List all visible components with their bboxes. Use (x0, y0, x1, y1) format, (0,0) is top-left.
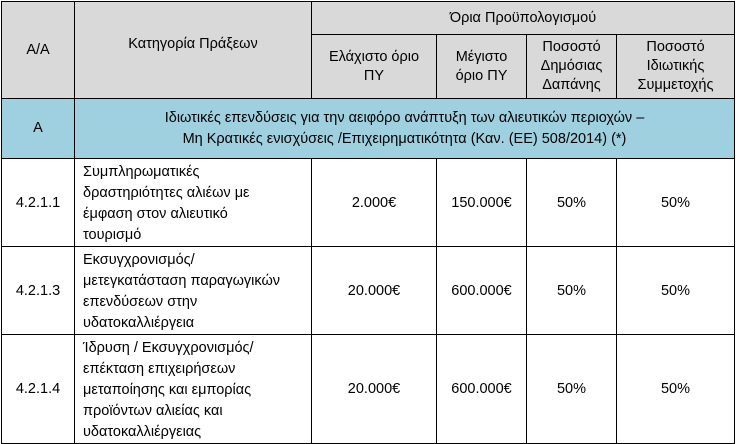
row-public-pct: 50% (527, 247, 617, 335)
row-description-line: επέκταση επιχειρήσεων (83, 361, 236, 377)
section-title-line: Μη Κρατικές ενισχύσεις /Επιχειρηματικότητα (Καν. (ΕΕ) 508/2014) (*) (182, 130, 627, 147)
header-max-line: όριο ΠΥ (455, 67, 508, 84)
row-description-line: υδατοκαλλιέργειας (83, 424, 202, 440)
header-row-1 (2, 2, 735, 35)
row-code: 4.2.1.4 (2, 335, 75, 444)
header-min-line: Ελάχιστο όριο (328, 48, 420, 65)
budget-table (1, 1, 735, 444)
header-private-line: Ιδιωτικής (646, 58, 705, 74)
row-description-line: υδατοκαλλιέργεια (83, 315, 195, 331)
row-max: 600.000€ (437, 335, 527, 444)
table-row (2, 335, 735, 444)
row-private-pct: 50% (617, 247, 735, 335)
row-description (75, 159, 312, 247)
row-description (75, 335, 312, 444)
header-max-line: Μέγιστο (455, 48, 508, 65)
row-description-line: τουρισμό (83, 227, 142, 243)
row-description-line: Εκσυγχρονισμός/ (83, 252, 195, 268)
row-description-line: Συμπληρωματικές (83, 164, 200, 180)
row-min: 20.000€ (312, 335, 437, 444)
header-public-line: Δαπάνης (542, 77, 601, 93)
section-title (75, 99, 735, 159)
row-min: 2.000€ (312, 159, 437, 247)
row-code: 4.2.1.3 (2, 247, 75, 335)
section-title-line: Ιδιωτικές επενδύσεις για την αειφόρο ανάπτυξη των αλιευτικών περιοχών – (164, 109, 645, 126)
row-private-pct: 50% (617, 159, 735, 247)
row-description-line: μεταποίησης και εμπορίας (83, 382, 252, 398)
row-description-line: δραστηριότητες αλιέων με (83, 185, 250, 201)
header-public-line: Δημόσιας (540, 58, 603, 74)
row-code: 4.2.1.1 (2, 159, 75, 247)
header-public-line: Ποσοστό (542, 39, 601, 55)
row-public-pct: 50% (527, 335, 617, 444)
row-description (75, 247, 312, 335)
table-row (2, 159, 735, 247)
header-private-pct (617, 35, 735, 99)
header-private-line: Συμμετοχής (637, 77, 714, 93)
header-public-pct (527, 35, 617, 99)
header-budget-limits: Όρια Προϋπολογισμού (312, 2, 735, 35)
row-description-line: έμφαση στον αλιευτικό (83, 206, 228, 222)
row-description-line: επενδύσεων στην (83, 294, 198, 310)
row-public-pct: 50% (527, 159, 617, 247)
row-description-line: Ίδρυση / Εκσυγχρονισμός/ (83, 340, 254, 356)
header-min (312, 35, 437, 99)
row-min: 20.000€ (312, 247, 437, 335)
row-description-line: προϊόντων αλιείας και (83, 403, 223, 419)
header-min-line: ΠΥ (363, 67, 385, 84)
row-description-line: μετεγκατάσταση παραγωγικών (83, 273, 281, 289)
row-max: 600.000€ (437, 247, 527, 335)
table-row (2, 247, 735, 335)
header-private-line: Ποσοστό (646, 39, 705, 55)
header-max (437, 35, 527, 99)
row-max: 150.000€ (437, 159, 527, 247)
header-category: Κατηγορία Πράξεων (75, 2, 312, 99)
section-row (2, 99, 735, 159)
row-private-pct: 50% (617, 335, 735, 444)
section-code: Α (2, 99, 75, 159)
header-aa: Α/Α (2, 2, 75, 99)
